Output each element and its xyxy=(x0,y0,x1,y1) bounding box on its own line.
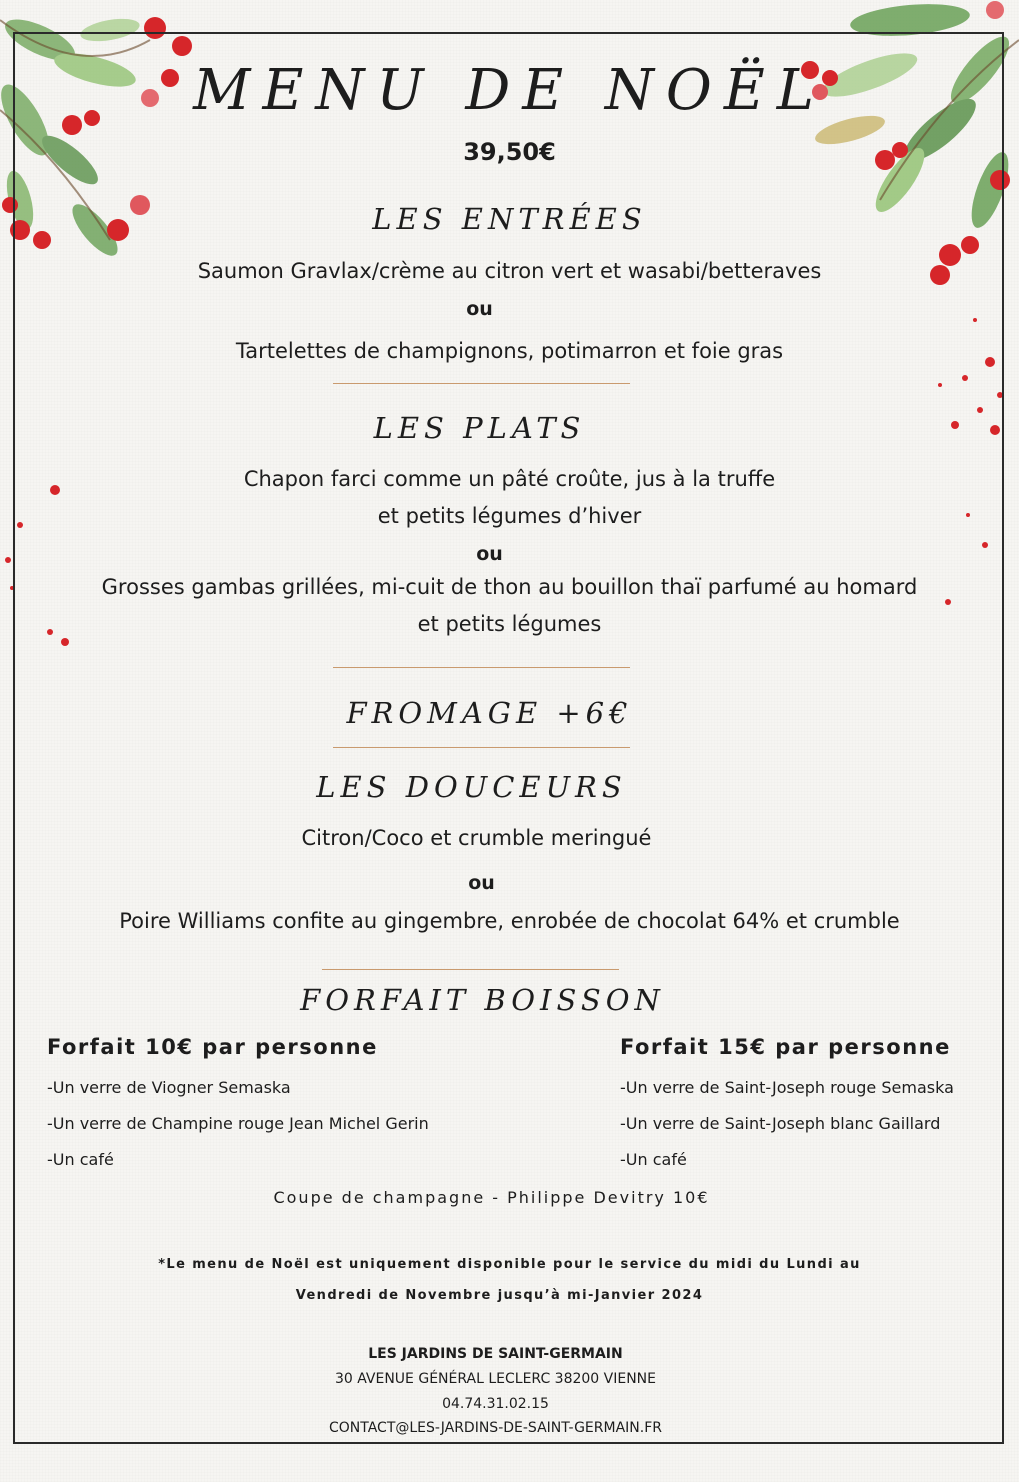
menu-border xyxy=(13,32,1004,1444)
plats-heading: LES PLATS xyxy=(373,411,586,445)
divider xyxy=(322,969,619,970)
douceur-dish-2: Poire Williams confite au gingembre, enrobée de chocolat 64% et crumble xyxy=(119,909,900,933)
douceur-dish-1: Citron/Coco et crumble meringué xyxy=(301,826,652,850)
champagne-offer: Coupe de champagne - Philippe Devitry 10€ xyxy=(273,1188,710,1207)
plat-dish-1-line-2: et petits légumes d’hiver xyxy=(377,504,642,528)
plat-dish-1-line-1: Chapon farci comme un pâté croûte, jus à la truffe xyxy=(243,467,776,491)
restaurant-name: LES JARDINS DE SAINT-GERMAIN xyxy=(368,1346,623,1362)
forfait-15-item: -Un verre de Saint-Joseph rouge Semaska xyxy=(620,1078,954,1097)
forfait-10-title: Forfait 10€ par personne xyxy=(47,1035,378,1059)
plats-or: ou xyxy=(476,543,503,565)
restaurant-phone: 04.74.31.02.15 xyxy=(442,1396,549,1412)
menu-title: MENU DE NOËL xyxy=(193,58,826,123)
menu-price: 39,50€ xyxy=(463,138,556,166)
divider xyxy=(333,667,630,668)
divider xyxy=(333,747,630,748)
entree-dish-2: Tartelettes de champignons, potimarron et foie gras xyxy=(235,339,784,363)
douceurs-heading: LES DOUCEURS xyxy=(316,770,627,804)
forfait-15-item: -Un verre de Saint-Joseph blanc Gaillard xyxy=(620,1114,941,1133)
availability-note-line-2: Vendredi de Novembre jusqu’à mi-Janvier 2024 xyxy=(295,1288,704,1303)
douceurs-or: ou xyxy=(468,872,495,894)
forfait-10-item: -Un café xyxy=(47,1150,114,1169)
fromage-heading: FROMAGE +6€ xyxy=(346,696,633,730)
restaurant-address: 30 AVENUE GÉNÉRAL LECLERC 38200 VIENNE xyxy=(334,1371,657,1387)
plat-dish-2-line-1: Grosses gambas grillées, mi-cuit de thon au bouillon thaï parfumé au homard xyxy=(101,575,918,599)
forfait-15-title: Forfait 15€ par personne xyxy=(620,1035,951,1059)
forfait-10-item: -Un verre de Viogner Semaska xyxy=(47,1078,291,1097)
divider xyxy=(333,383,630,384)
restaurant-email[interactable]: CONTACT@LES-JARDINS-DE-SAINT-GERMAIN.FR xyxy=(328,1420,662,1436)
entree-dish-1: Saumon Gravlax/crème au citron vert et wasabi/betteraves xyxy=(197,259,822,283)
forfait-15-item: -Un café xyxy=(620,1150,687,1169)
boisson-heading: FORFAIT BOISSON xyxy=(300,983,665,1017)
entrees-heading: LES ENTRÉES xyxy=(372,202,647,236)
availability-note-line-1: *Le menu de Noël est uniquement disponible pour le service du midi du Lundi au xyxy=(158,1257,861,1272)
forfait-10-item: -Un verre de Champine rouge Jean Michel Gerin xyxy=(47,1114,429,1133)
entrees-or: ou xyxy=(466,298,493,320)
plat-dish-2-line-2: et petits légumes xyxy=(417,612,602,636)
